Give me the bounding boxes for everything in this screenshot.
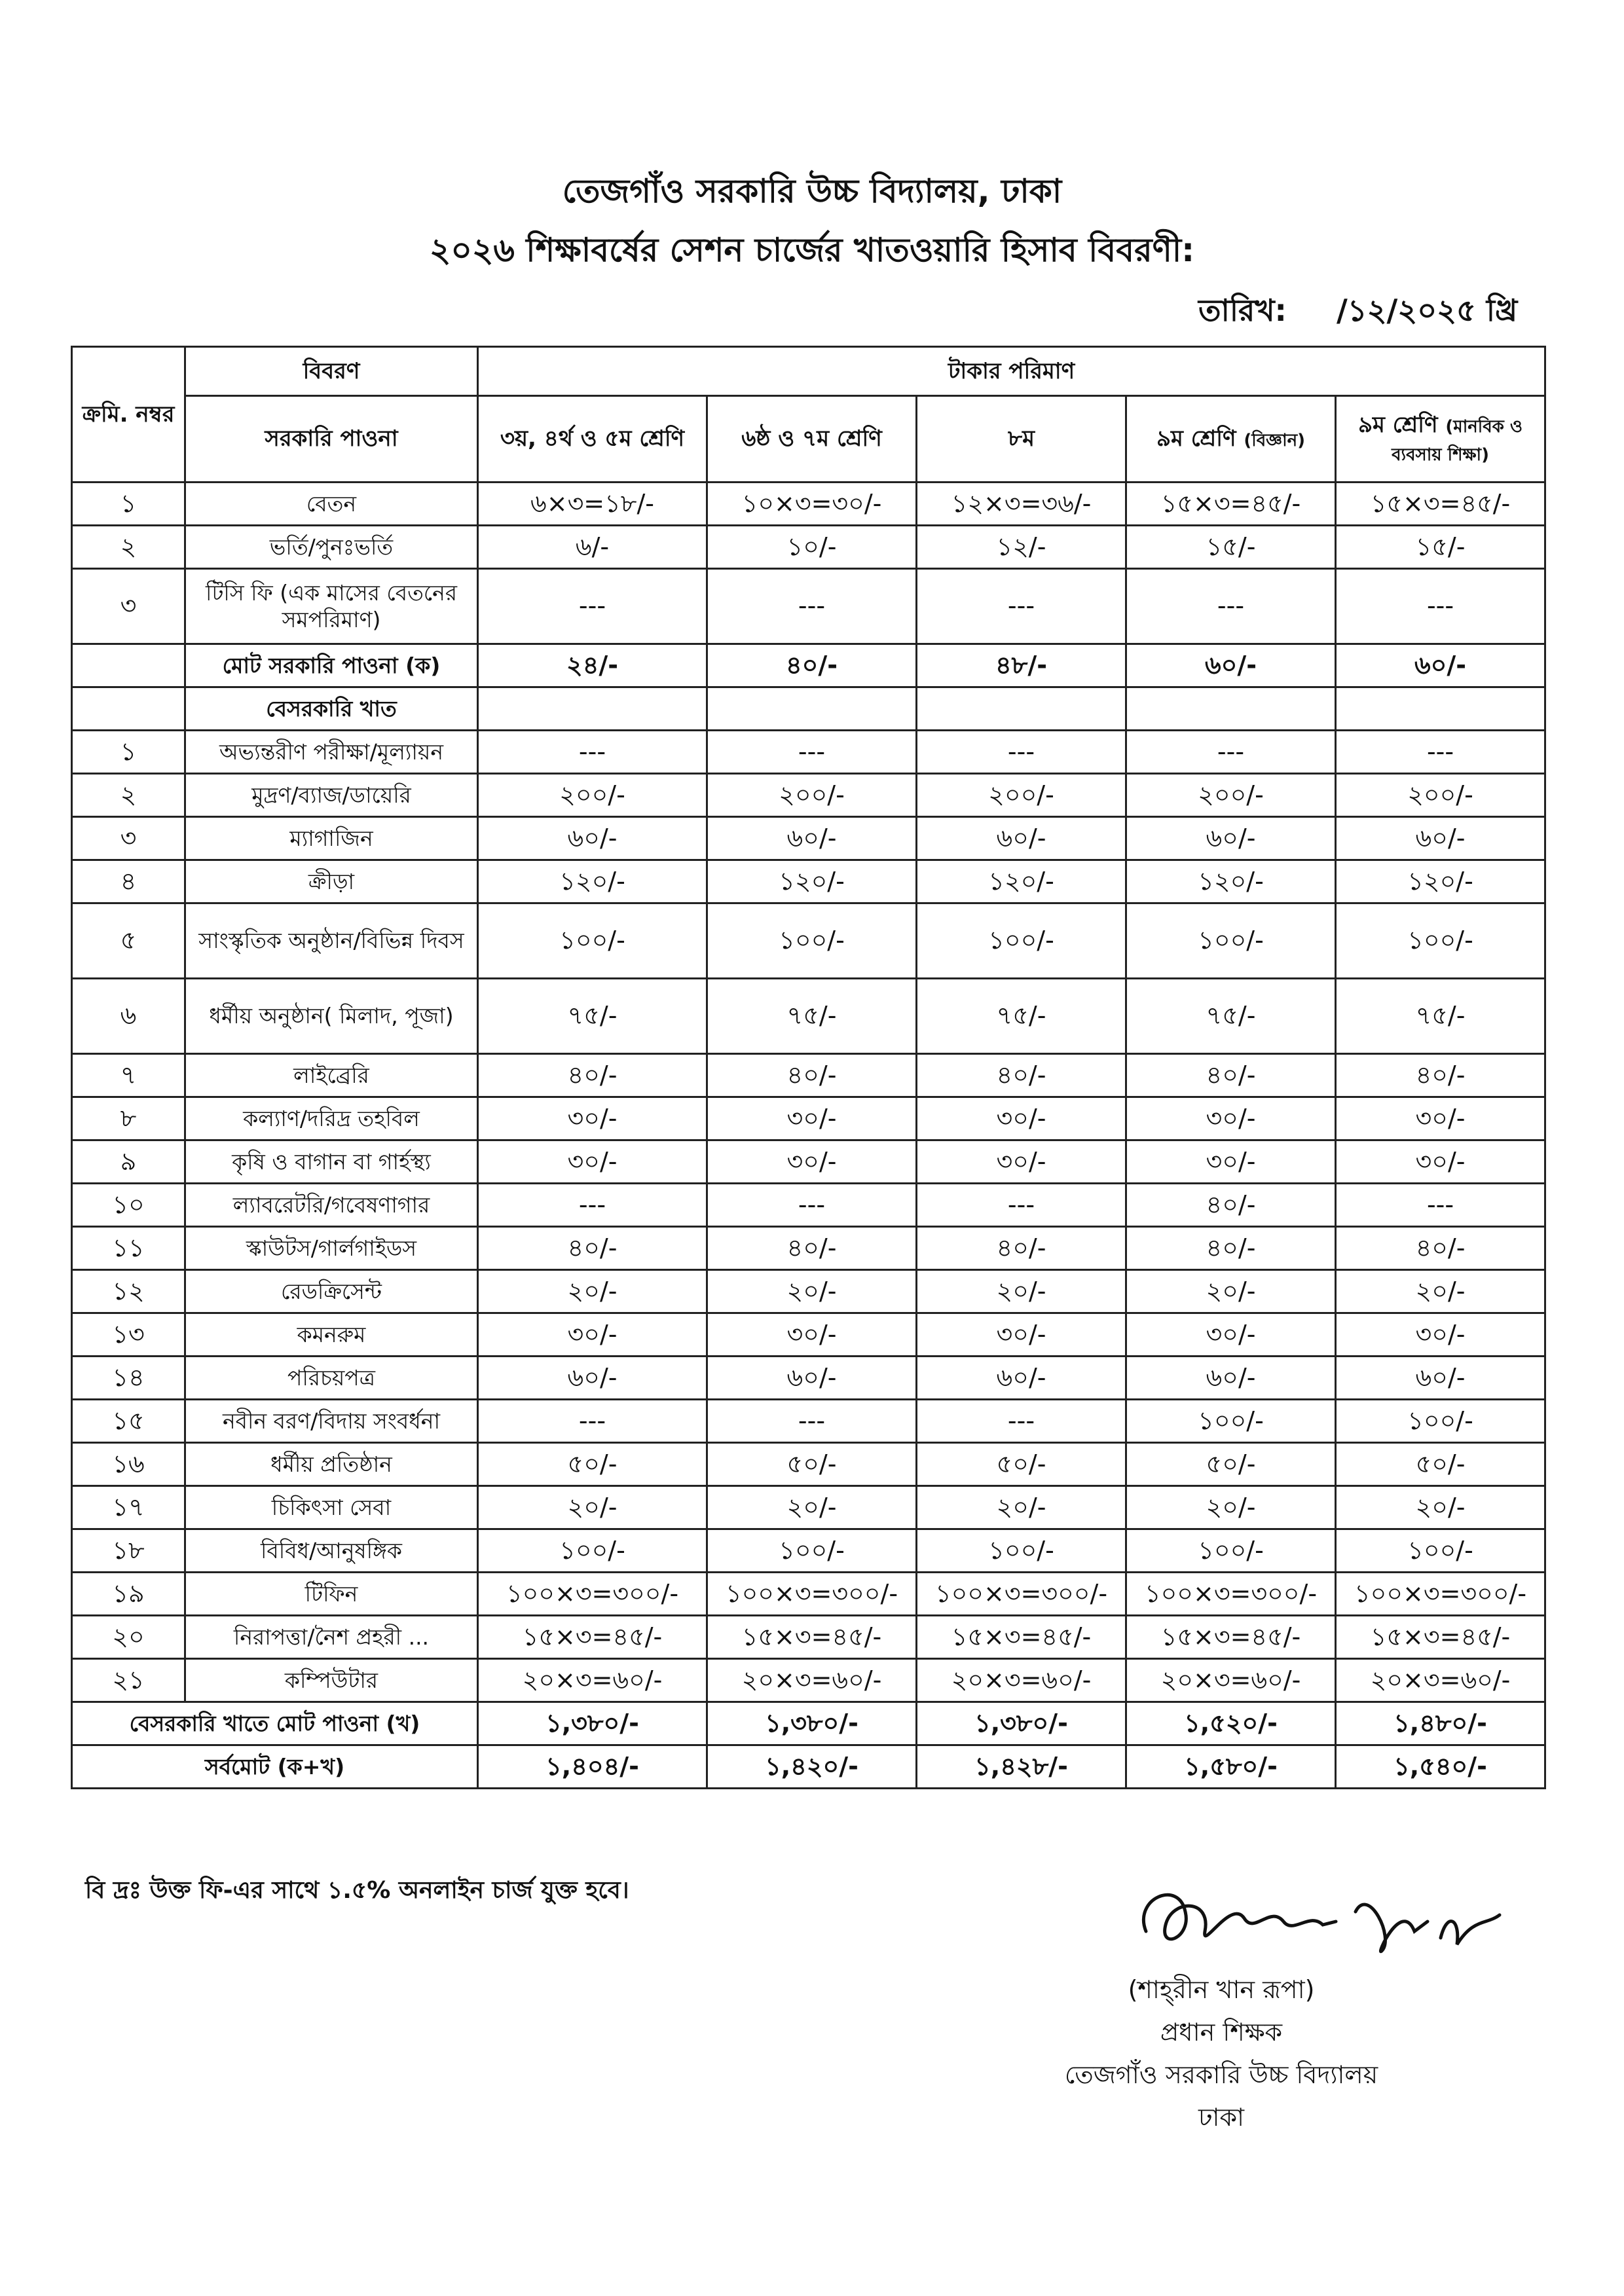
amount-cell: ২০০/- [707,774,917,817]
item-description: নিরাপত্তা/নৈশ প্রহরী ... [185,1616,478,1659]
total-amount: ১,৪৮০/- [1336,1702,1545,1745]
signatory-school: তেজগাঁও সরকারি উচ্চ বিদ্যালয় [1064,2060,1378,2089]
private-row [72,1357,1545,1400]
amount-cell: ১২০/- [1336,860,1545,903]
amount-cell: ১০০/- [917,1529,1126,1573]
class-6-7-header: ৬ষ্ঠ ও ৭ম শ্রেণি [707,396,917,483]
amount-cell: ১০০×৩=৩০০/- [1336,1573,1545,1616]
grand-total-row [72,1745,1545,1789]
item-description: কৃষি ও বাগান বা গার্হস্থ্য [185,1140,478,1184]
total-amount: ১,৩৮০/- [707,1702,917,1745]
amount-cell: ৩০/- [1126,1313,1336,1357]
class-3-5-header: ৩য়, ৪র্থ ও ৫ম শ্রেণি [478,396,707,483]
amount-cell: ১০০/- [478,1529,707,1573]
serial-number-empty [72,644,185,687]
empty-cell [707,687,917,731]
class-9-label: ৯ম শ্রেণি [1357,412,1438,438]
serial-number: ৬ [72,979,185,1054]
item-description: চিকিৎসা সেবা [185,1486,478,1529]
amount-cell: --- [478,569,707,644]
item-description: কম্পিউটার [185,1659,478,1702]
amount-cell: ৭৫/- [707,979,917,1054]
serial-number: ৯ [72,1140,185,1184]
table-subheader-row [72,396,1545,483]
amount-cell: ১২০/- [1126,860,1336,903]
private-section-row [72,687,1545,731]
private-row [72,903,1545,979]
private-row [72,1140,1545,1184]
serial-number: ২০ [72,1616,185,1659]
serial-number: ১৯ [72,1573,185,1616]
private-row [72,1443,1545,1486]
amount-cell: ২০০/- [478,774,707,817]
amount-cell: --- [917,731,1126,774]
amount-cell: ২০/- [1336,1270,1545,1313]
signatory-designation: প্রধান শিক্ষক [1160,2018,1283,2047]
amount-cell: --- [707,731,917,774]
serial-number: ১৪ [72,1357,185,1400]
total-label: বেসরকারি খাতে মোট পাওনা (খ) [72,1702,478,1745]
amount-cell: ৪০/- [1126,1184,1336,1227]
govt-row [72,526,1545,569]
footnote: বি দ্রঃ উক্ত ফি-এর সাথে ১.৫% অনলাইন চার্জ যুক্ত হবে। [85,1877,629,1904]
private-row [72,1097,1545,1140]
private-row [72,1184,1545,1227]
amount-cell: ৪০/- [478,1054,707,1097]
amount-cell: ২০×৩=৬০/- [707,1659,917,1702]
private-row [72,1659,1545,1702]
amount-cell: ২০×৩=৬০/- [1336,1659,1545,1702]
private-row [72,1529,1545,1573]
private-section-header: বেসরকারি খাত [185,687,478,731]
item-description: ম্যাগাজিন [185,817,478,860]
serial-number: ১৭ [72,1486,185,1529]
private-row [72,979,1545,1054]
amount-cell: ৩০/- [917,1140,1126,1184]
item-description: পরিচয়পত্র [185,1357,478,1400]
total-label: মোট সরকারি পাওনা (ক) [185,644,478,687]
amount-cell: ৬০/- [1126,1357,1336,1400]
amount-cell: ৫০/- [478,1443,707,1486]
amount-cell: --- [478,1184,707,1227]
amount-cell: ১০/- [707,526,917,569]
amount-cell: ১০০/- [478,903,707,979]
amount-cell: ৭৫/- [1336,979,1545,1054]
private-row [72,1054,1545,1097]
amount-cell: ১০০/- [1336,1400,1545,1443]
item-description: মুদ্রণ/ব্যাজ/ডায়েরি [185,774,478,817]
amount-cell: ৫০/- [1126,1443,1336,1486]
amount-cell: ২০০/- [1336,774,1545,817]
amount-cell: ১২×৩=৩৬/- [917,483,1126,526]
amount-cell: ১০০/- [707,903,917,979]
signature-image [1120,1859,1513,1984]
amount-cell: ১৫/- [1336,526,1545,569]
private-row [72,1270,1545,1313]
serial-number-empty [72,687,185,731]
amount-cell: ১৫×৩=৪৫/- [707,1616,917,1659]
private-row [72,817,1545,860]
amount-cell: ১৫×৩=৪৫/- [1336,1616,1545,1659]
serial-header: ক্রমি. নম্বর [72,347,185,483]
item-description: স্কাউটস/গার্লগাইডস [185,1227,478,1270]
amount-cell: ১০০×৩=৩০০/- [478,1573,707,1616]
class-8-header: ৮ম [917,396,1126,483]
amount-cell: ৩০/- [917,1097,1126,1140]
amount-cell: ৪০/- [1336,1227,1545,1270]
amount-cell: ১০০/- [1336,1529,1545,1573]
humanities-sub-label: (মানবিক ও ব্যবসায় শিক্ষা) [1392,417,1523,465]
amount-cell: ৬০/- [1336,1357,1545,1400]
govt-row [72,569,1545,644]
amount-cell: ৩০/- [1336,1313,1545,1357]
private-total-row [72,1702,1545,1745]
item-description: ক্রীড়া [185,860,478,903]
amount-cell: --- [1336,731,1545,774]
amount-cell: ১০০×৩=৩০০/- [707,1573,917,1616]
amount-cell: ৬০/- [478,1357,707,1400]
private-row [72,1616,1545,1659]
serial-number: ৪ [72,860,185,903]
date-label: তারিখ: [1198,293,1287,328]
amount-cell: ২০/- [1336,1486,1545,1529]
amount-cell: ১৫×৩=৪৫/- [1126,483,1336,526]
amount-cell: --- [478,1400,707,1443]
amount-header: টাকার পরিমাণ [478,347,1545,396]
serial-number: ৭ [72,1054,185,1097]
item-description: লাইব্রেরি [185,1054,478,1097]
date-line [1198,288,1517,338]
amount-cell: ১২/- [917,526,1126,569]
serial-number: ১১ [72,1227,185,1270]
amount-cell: ৬×৩=১৮/- [478,483,707,526]
amount-cell: ৪০/- [478,1227,707,1270]
total-amount: ১,৩৮০/- [917,1702,1126,1745]
amount-cell: ১৫×৩=৪৫/- [1336,483,1545,526]
amount-cell: ২০/- [917,1486,1126,1529]
total-amount: ১,৪২৮/- [917,1745,1126,1789]
govt-dues-header: সরকারি পাওনা [185,396,478,483]
amount-cell: ৩০/- [1336,1140,1545,1184]
amount-cell: ৬০/- [707,817,917,860]
item-description: কমনরুম [185,1313,478,1357]
amount-cell: ৬০/- [1126,817,1336,860]
serial-number: ১৮ [72,1529,185,1573]
private-row [72,860,1545,903]
date-value: /১২/২০২৫ খ্রি [1336,293,1518,328]
amount-cell: ৬০/- [1336,817,1545,860]
amount-cell: ১২০/- [707,860,917,903]
total-amount: ১,৩৮০/- [478,1702,707,1745]
amount-cell: --- [917,1184,1126,1227]
class-9-science-header [1126,396,1336,483]
private-row [72,1573,1545,1616]
amount-cell: ৩০/- [1126,1097,1336,1140]
amount-cell: --- [1126,569,1336,644]
amount-cell: ২০/- [917,1270,1126,1313]
amount-cell: ১০০/- [707,1529,917,1573]
amount-cell: ২০/- [1126,1270,1336,1313]
total-amount: ৬০/- [1126,644,1336,687]
amount-cell: --- [1336,1184,1545,1227]
amount-cell: ১০০/- [1126,1529,1336,1573]
item-description: বেতন [185,483,478,526]
amount-cell: ৫০/- [917,1443,1126,1486]
private-row [72,1227,1545,1270]
amount-cell: --- [917,1400,1126,1443]
item-description: ধর্মীয় অনুষ্ঠান( মিলাদ, পূজা) [185,979,478,1054]
private-row [72,731,1545,774]
amount-cell: ২০/- [478,1486,707,1529]
govt-total-row [72,644,1545,687]
item-description: কল্যাণ/দরিদ্র তহবিল [185,1097,478,1140]
science-sub-label: (বিজ্ঞান) [1244,431,1306,451]
amount-cell: ৩০/- [478,1097,707,1140]
fee-table-body [72,347,1545,1789]
empty-cell [917,687,1126,731]
amount-cell: ৭৫/- [917,979,1126,1054]
amount-cell: ২০০/- [1126,774,1336,817]
amount-cell: ১০০/- [1336,903,1545,979]
amount-cell: --- [707,1184,917,1227]
amount-cell: ১২০/- [917,860,1126,903]
amount-cell: ৫০/- [1336,1443,1545,1486]
total-amount: ৪৮/- [917,644,1126,687]
amount-cell: ৬০/- [917,817,1126,860]
amount-cell: ৬/- [478,526,707,569]
class-9-humanities-header [1336,396,1545,483]
item-description: বিবিধ/আনুষঙ্গিক [185,1529,478,1573]
private-row [72,1313,1545,1357]
empty-cell [478,687,707,731]
amount-cell: --- [1126,731,1336,774]
serial-number: ২ [72,774,185,817]
amount-cell: ৭৫/- [478,979,707,1054]
amount-cell: --- [478,731,707,774]
amount-cell: ৩০/- [917,1313,1126,1357]
amount-cell: --- [917,569,1126,644]
total-amount: ১,৫৮০/- [1126,1745,1336,1789]
amount-cell: ৬০/- [707,1357,917,1400]
amount-cell: ১০×৩=৩০/- [707,483,917,526]
empty-cell [1126,687,1336,731]
total-amount: ৬০/- [1336,644,1545,687]
amount-cell: ৫০/- [707,1443,917,1486]
serial-number: ৩ [72,569,185,644]
private-row [72,1486,1545,1529]
signatory-name: (শাহ্‌রীন খান রূপা) [1128,1975,1315,2004]
serial-number: ১৩ [72,1313,185,1357]
item-description: সাংস্কৃতিক অনুষ্ঠান/বিভিন্ন দিবস [185,903,478,979]
private-row [72,1400,1545,1443]
amount-cell: ১৫/- [1126,526,1336,569]
amount-cell: ৪০/- [917,1227,1126,1270]
item-description: টিসি ফি (এক মাসের বেতনের সমপরিমাণ) [185,569,478,644]
item-description: ধর্মীয় প্রতিষ্ঠান [185,1443,478,1486]
serial-number: ১০ [72,1184,185,1227]
amount-cell: ১২০/- [478,860,707,903]
private-row [72,774,1545,817]
amount-cell: ৩০/- [1336,1097,1545,1140]
amount-cell: ৪০/- [1126,1054,1336,1097]
amount-cell: ১০০/- [917,903,1126,979]
amount-cell: ৪০/- [707,1054,917,1097]
item-description: অভ্যন্তরীণ পরীক্ষা/মূল্যায়ন [185,731,478,774]
empty-cell [1336,687,1545,731]
amount-cell: ২০/- [478,1270,707,1313]
serial-number: ১২ [72,1270,185,1313]
amount-cell: ৬০/- [478,817,707,860]
serial-number: ১ [72,483,185,526]
total-label: সর্বমোট (ক+খ) [72,1745,478,1789]
serial-number: ৫ [72,903,185,979]
school-title: তেজগাঁও সরকারি উচ্চ বিদ্যালয়, ঢাকা [562,172,1062,210]
class-9-label: ৯ম শ্রেণি [1156,426,1236,452]
amount-cell: ১৫×৩=৪৫/- [478,1616,707,1659]
serial-number: ১৬ [72,1443,185,1486]
amount-cell: ৪০/- [1336,1054,1545,1097]
amount-cell: ৪০/- [917,1054,1126,1097]
amount-cell: ১৫×৩=৪৫/- [1126,1616,1336,1659]
amount-cell: ৩০/- [707,1313,917,1357]
total-amount: ১,৪২০/- [707,1745,917,1789]
amount-cell: ৩০/- [707,1140,917,1184]
amount-cell: ৬০/- [917,1357,1126,1400]
amount-cell: --- [1336,569,1545,644]
amount-cell: ৩০/- [478,1313,707,1357]
amount-cell: ২০/- [707,1270,917,1313]
amount-cell: ৪০/- [1126,1227,1336,1270]
item-description: নবীন বরণ/বিদায় সংবর্ধনা [185,1400,478,1443]
serial-number: ১৫ [72,1400,185,1443]
item-description: ল্যাবরেটরি/গবেষণাগার [185,1184,478,1227]
amount-cell: ২০/- [707,1486,917,1529]
amount-cell: ৪০/- [707,1227,917,1270]
amount-cell: ১০০/- [1126,903,1336,979]
total-amount: ৪০/- [707,644,917,687]
amount-cell: ৩০/- [478,1140,707,1184]
signatory-city: ঢাকা [1198,2103,1245,2132]
govt-row [72,483,1545,526]
total-amount: ১,৪০৪/- [478,1745,707,1789]
amount-cell: ২০×৩=৬০/- [917,1659,1126,1702]
total-amount: ১,৫২০/- [1126,1702,1336,1745]
serial-number: ২ [72,526,185,569]
item-description: ভর্তি/পুনঃভর্তি [185,526,478,569]
description-header: বিবরণ [185,347,478,396]
amount-cell: ১০০/- [1126,1400,1336,1443]
total-amount: ১,৫৪০/- [1336,1745,1545,1789]
amount-cell: ২০/- [1126,1486,1336,1529]
amount-cell: --- [707,1400,917,1443]
total-amount: ২৪/- [478,644,707,687]
table-header-row [72,347,1545,396]
serial-number: ৮ [72,1097,185,1140]
amount-cell: ৩০/- [707,1097,917,1140]
amount-cell: ১৫×৩=৪৫/- [917,1616,1126,1659]
document-subtitle: ২০২৬ শিক্ষাবর্ষের সেশন চার্জের খাতওয়ারি হিসাব বিবরণী: [429,231,1195,269]
amount-cell: ২০×৩=৬০/- [478,1659,707,1702]
serial-number: ১ [72,731,185,774]
amount-cell: ৭৫/- [1126,979,1336,1054]
item-description: টিফিন [185,1573,478,1616]
serial-number: ২১ [72,1659,185,1702]
amount-cell: ১০০×৩=৩০০/- [917,1573,1126,1616]
fee-table [71,346,1546,1789]
amount-cell: ১০০×৩=৩০০/- [1126,1573,1336,1616]
amount-cell: ২০×৩=৬০/- [1126,1659,1336,1702]
amount-cell: ৩০/- [1126,1140,1336,1184]
serial-number: ৩ [72,817,185,860]
amount-cell: ২০০/- [917,774,1126,817]
item-description: রেডক্রিসেন্ট [185,1270,478,1313]
amount-cell: --- [707,569,917,644]
